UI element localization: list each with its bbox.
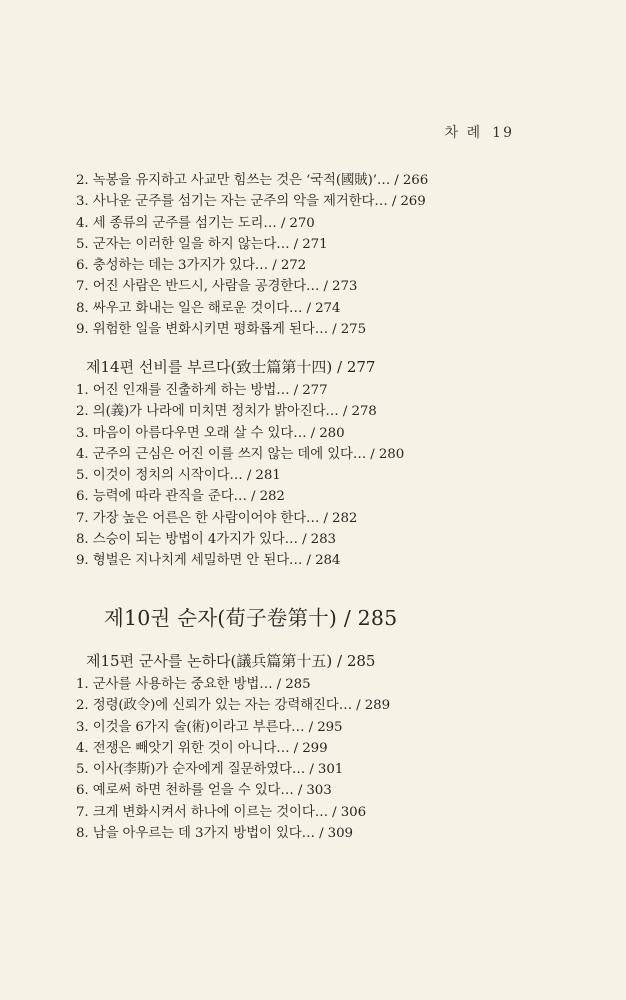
part-heading: 제10권 순자(荀子卷第十) / 285: [104, 606, 398, 630]
page-number: 19: [492, 125, 514, 141]
toc-entry: 6. 능력에 따라 관직을 준다… / 282: [76, 489, 285, 505]
chapter-heading: 제14편 선비를 부르다(致士篇第十四) / 277: [86, 358, 376, 376]
toc-entry: 4. 세 종류의 군주를 섬기는 도리… / 270: [76, 215, 315, 231]
toc-entry: 9. 형벌은 지나치게 세밀하면 안 된다… / 284: [76, 553, 341, 569]
toc-entry: 8. 싸우고 화내는 일은 해로운 것이다… / 274: [76, 300, 341, 316]
toc-entry: 8. 남을 아우르는 데 3가지 방법이 있다… / 309: [76, 826, 353, 842]
toc-entry: 7. 크게 변화시켜서 하나에 이르는 것이다… / 306: [76, 804, 366, 820]
toc-entry: 4. 군주의 근심은 어진 이를 쓰지 않는 데에 있다… / 280: [76, 446, 405, 462]
toc-section-15: [76, 650, 546, 844]
toc-entry: 3. 이것을 6가지 술(術)이라고 부른다… / 295: [76, 719, 343, 735]
toc-entry: 2. 의(義)가 나라에 미치면 정치가 밝아진다… / 278: [76, 404, 377, 420]
toc-entry: 9. 위험한 일을 변화시키면 평화롭게 된다… / 275: [76, 322, 366, 338]
toc-entry: 3. 마음이 아름다우면 오래 살 수 있다… / 280: [76, 425, 345, 441]
toc-entry: 8. 스승이 되는 방법이 4가지가 있다… / 283: [76, 532, 336, 548]
toc-entry: 5. 이것이 정치의 시작이다… / 281: [76, 468, 281, 484]
toc-entry: 1. 군사를 사용하는 중요한 방법… / 285: [76, 677, 311, 692]
toc-entry: 7. 어진 사람은 반드시, 사람을 공경한다… / 273: [76, 279, 358, 295]
toc-entry: 1. 어진 인재를 진출하게 하는 방법… / 277: [76, 383, 328, 398]
toc-section-14: [76, 356, 546, 572]
toc-entry: 5. 군자는 이러한 일을 하지 않는다… / 271: [76, 236, 328, 252]
toc-entry: 5. 이사(李斯)가 순자에게 질문하였다… / 301: [76, 762, 344, 778]
toc-entry: 6. 충성하는 데는 3가지가 있다… / 272: [76, 258, 307, 274]
toc-section-13-continued: [76, 170, 546, 340]
chapter-heading: 제15편 군사를 논하다(議兵篇第十五) / 285: [86, 652, 376, 670]
running-head: [445, 122, 514, 142]
running-head-section: 차 례: [444, 125, 483, 141]
toc-entry: 3. 사나운 군주를 섬기는 자는 군주의 악을 제거한다… / 269: [76, 194, 426, 210]
toc-entry: 7. 가장 높은 어른은 한 사람이어야 한다… / 282: [76, 510, 358, 526]
toc-entry: 4. 전쟁은 빼앗기 위한 것이 아니다… / 299: [76, 740, 328, 756]
toc-entry: 2. 녹봉을 유지하고 사교만 힘쓰는 것은 ‘국적(國賊)’… / 266: [76, 173, 429, 188]
toc-entry: 2. 정령(政令)에 신뢰가 있는 자는 강력해진다… / 289: [76, 698, 390, 714]
toc-entry: 6. 예로써 하면 천하를 얻을 수 있다… / 303: [76, 783, 332, 799]
